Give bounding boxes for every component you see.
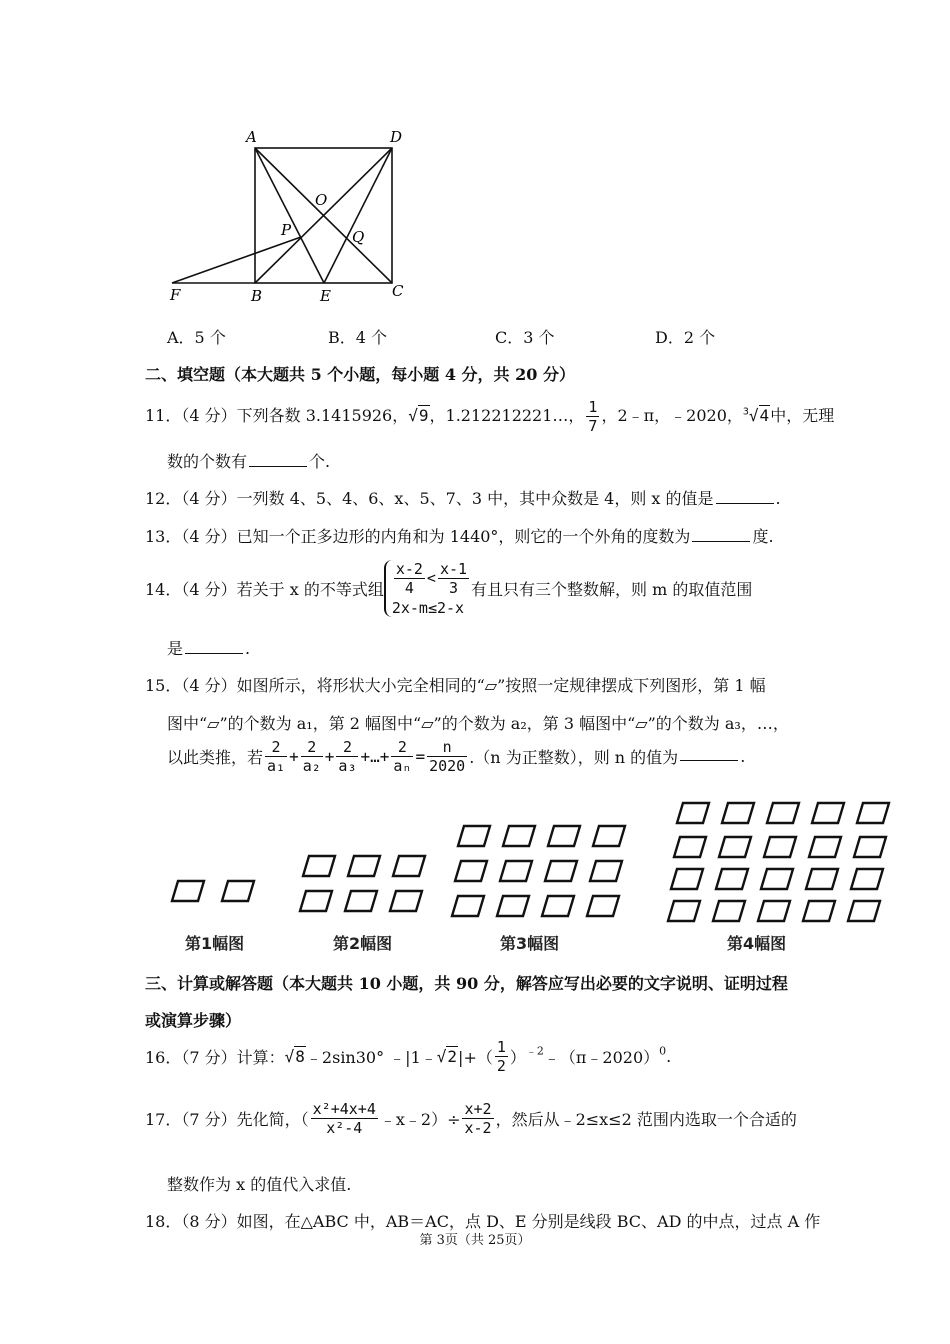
answer-blank-11[interactable] [249, 452, 307, 467]
page-footer: 第 3页（共 25页） [419, 1233, 531, 1248]
question-17-line-2: 整数作为 x 的值代入求值. [167, 1175, 352, 1194]
square-geometry-figure [160, 120, 420, 310]
question-15-line-2: 图中“▱”的个数为 a₁，第 2 幅图中“▱”的个数为 a₂，第 3 幅图中“▱”的个数为 a₃，…， [167, 714, 789, 733]
option-a[interactable]: A．5 个 [167, 328, 226, 347]
question-11-line-2: 数的个数有 个. [167, 452, 331, 471]
question-14: 14．（4 分）若关于 x 的不等式组 $\frac{x-2}{4}$ < $\frac{x-1}{3}$ 2x-m≤2-x 有且只有三个整数解，则 m 的取值范围 [145, 560, 753, 617]
pattern-figure-3 [452, 826, 625, 916]
option-b[interactable]: B．4 个 [328, 328, 388, 347]
answer-blank-15[interactable] [680, 746, 738, 761]
question-13: 13．（4 分）已知一个正多边形的内角和为 1440°，则它的一个外角的度数为 度. [145, 527, 774, 546]
caption-figure-1: 第1幅图 [185, 934, 245, 953]
question-15-line-3: 以此类推，若 $\frac{2}{\text{a₁}}$ + $\frac{2}{\text{a₂}}$ + $\frac{2}{\text{a₃}}$ +…+ $\frac{2}{\text{aₙ}}$ = $\frac{n}{2020}$ .（n 为正整数），则 n 的值为 . [167, 738, 746, 775]
label-q: Q [352, 228, 365, 246]
label-c: C [392, 282, 404, 300]
question-16: 16．（7 分）计算：√8﹣2sin30° ﹣|1﹣√2|+（ $\frac{1}{2}$ ）$^{﹣2}$﹣（π﹣2020）$^0$. [145, 1038, 672, 1075]
fraction-1-7: $\frac{1}{7}$ [588, 398, 598, 435]
answer-blank-12[interactable] [716, 489, 774, 504]
inequality-system: $\frac{x-2}{4}$ < $\frac{x-1}{3}$ 2x-m≤2-x [384, 560, 471, 617]
line-fp [172, 237, 301, 283]
label-a: A [246, 128, 257, 146]
answer-blank-14[interactable] [185, 639, 243, 654]
answer-blank-13[interactable] [692, 527, 750, 542]
pattern-figure-4 [668, 803, 889, 921]
question-12: 12．（4 分）一列数 4、5、4、6、x、5、7、3 中，其中众数是 4，则 x 的值是 . [145, 489, 781, 508]
section-3-title-line-2: 或演算步骤） [145, 1011, 242, 1030]
label-e: E [320, 287, 331, 305]
question-17: 17．（7 分）先化简，（ $\frac{\text{x²+4x+4}}{\text{x²-4}}$ ﹣x﹣2）÷ $\frac{x+2}{x-2}$ ，然后从﹣2≤x≤2 范围内选取一个合适的 [145, 1100, 797, 1137]
line-ae [255, 148, 324, 283]
line-de [324, 148, 392, 283]
label-b: B [251, 287, 263, 305]
label-f: F [170, 286, 181, 304]
caption-figure-3: 第3幅图 [500, 934, 560, 953]
question-14-line-2: 是 . [167, 639, 251, 658]
label-d: D [390, 128, 403, 146]
pattern-figure-1 [172, 881, 254, 901]
sqrt-9: √9 [408, 406, 429, 425]
question-15-line-1: 15．（4 分）如图所示，将形状大小完全相同的“▱”按照一定规律摆成下列图形，第 1 幅 [145, 676, 766, 695]
caption-figure-4: 第4幅图 [727, 934, 787, 953]
section-3-title: 三、计算或解答题（本大题共 10 小题，共 90 分，解答应写出必要的文字说明、证明过程 [145, 974, 788, 993]
parallelogram-pattern-figure [160, 790, 900, 930]
caption-figure-2: 第2幅图 [333, 934, 393, 953]
section-2-title: 二、填空题（本大题共 5 个小题，每小题 4 分，共 20 分） [145, 365, 575, 384]
question-11: 11．（4 分）下列各数 3.1415926，√9，1.212212221…， $\frac{1}{7}$ ，2﹣π，﹣2020，$^3$√4中，无理 [145, 398, 835, 435]
option-d[interactable]: D．2 个 [655, 328, 716, 347]
option-c[interactable]: C．3 个 [495, 328, 555, 347]
label-p: P [281, 221, 292, 239]
label-o: O [315, 191, 328, 209]
pattern-figure-2 [300, 856, 425, 911]
cube-root-4: $^3$√4 [742, 406, 770, 425]
question-18: 18．（8 分）如图，在△ABC 中，AB＝AC，点 D、E 分别是线段 BC、AD 的中点，过点 A 作 [145, 1212, 821, 1231]
